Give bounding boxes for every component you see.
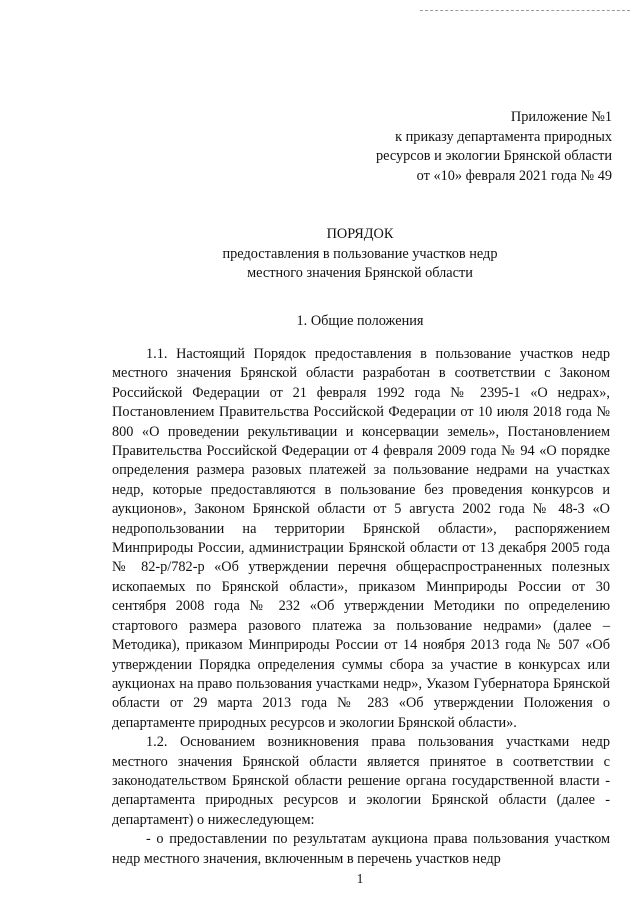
appendix-block [376, 108, 612, 186]
page-number: 1 [356, 871, 364, 886]
appendix-line: от «10» февраля 2021 года № 49 [416, 167, 612, 184]
document-subtitle: местного значения Брянской области [247, 265, 473, 281]
top-dashed-line [420, 10, 630, 11]
paragraph: - о предоставлении по результатам аукциона права пользования участком недр местного значения, включенным в перечень участков недр [112, 831, 610, 867]
document-subtitle: предоставления в пользование участков недр [222, 245, 498, 262]
section-heading: 1. Общие положения [296, 313, 424, 329]
document-title-block [100, 225, 620, 284]
paragraph: 1.2. Основанием возникновения права пользования участками недр местного значения Брянской области является принятое в соответствии с законодательством Брянской области решение органа государственной власти - департамента природных ресурсов и экологии Брянской области (далее - департамент) о нижеследующем: [112, 734, 610, 828]
paragraph: 1.1. Настоящий Порядок предоставления в пользование участков недр местного значения Брянской области разработан в соответствии с Законом Российской Федерации от 21 февраля 1992 года № 2395-1 «О недрах», Постановлением Правительства Российской Федерации от 10 июля 2018 года № 800 «О проведении рекультивации и консервации земель», Постановлением Правительства Российской Федерации от 4 февраля 2009 года № 94 «О порядке определения размера разовых платежей за пользование недрами на участках недр, которые предоставляются в пользование без проведения конкурсов и аукционов», Законом Брянской области от 5 августа 2002 года № 48-З «О недропользовании на территории Брянской области», распоряжением Минприроды России, администрации Брянской области от 13 декабря 2005 года № 82-р/782-р «Об утверждении перечня общераспространенных полезных ископаемых по Брянской области», приказом Минприроды России от 30 сентября 2008 года № 232 «Об утверждении Методики по определению стартового размера разового платежа за пользование недрами» (далее – Методика), приказом Минприроды России от 14 ноября 2013 года № 507 «Об утверждении Порядка определения суммы сбора за участие в конкурсах или аукционах на право пользования участками недр», Указом Губернатора Брянской области от 29 марта 2013 года № 283 «Об утверждении Положения о департаменте природных ресурсов и экологии Брянской области». [112, 346, 610, 731]
appendix-line: к приказу департамента природных [395, 128, 612, 145]
document-body [112, 345, 610, 869]
appendix-line: ресурсов и экологии Брянской области [375, 148, 612, 164]
document-title: ПОРЯДОК [326, 226, 394, 242]
appendix-line: Приложение №1 [510, 109, 612, 125]
